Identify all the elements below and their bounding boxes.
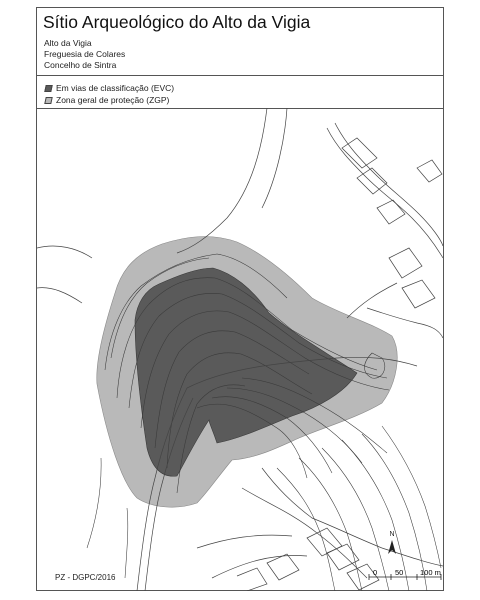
north-label: N (389, 531, 395, 538)
evc-swatch-icon (44, 85, 52, 92)
legend-item-zgp (45, 95, 169, 105)
map-sheet (36, 7, 444, 591)
scale-label-50: 50 (395, 568, 404, 577)
north-arrow-icon (388, 531, 396, 554)
scale-bar (367, 565, 445, 585)
page-title: Sítio Arqueológico do Alto da Vigia (43, 12, 311, 32)
scale-label-100: 100 m (420, 568, 441, 577)
map-canvas (37, 108, 443, 591)
map-credit: PZ - DGPC/2016 (55, 573, 116, 582)
parish-name: Freguesia de Colares (44, 49, 126, 59)
legend-item-evc (45, 83, 174, 93)
legend-label-zgp: Zona geral de proteção (ZGP) (56, 95, 170, 105)
place-name: Alto da Vigia (44, 38, 92, 48)
zgp-swatch-icon (44, 97, 52, 104)
header-divider (37, 75, 443, 76)
scale-label-0: 0 (373, 568, 378, 577)
municipality-name: Concelho de Sintra (44, 60, 117, 70)
legend-label-evc: Em vias de classificação (EVC) (56, 83, 175, 93)
